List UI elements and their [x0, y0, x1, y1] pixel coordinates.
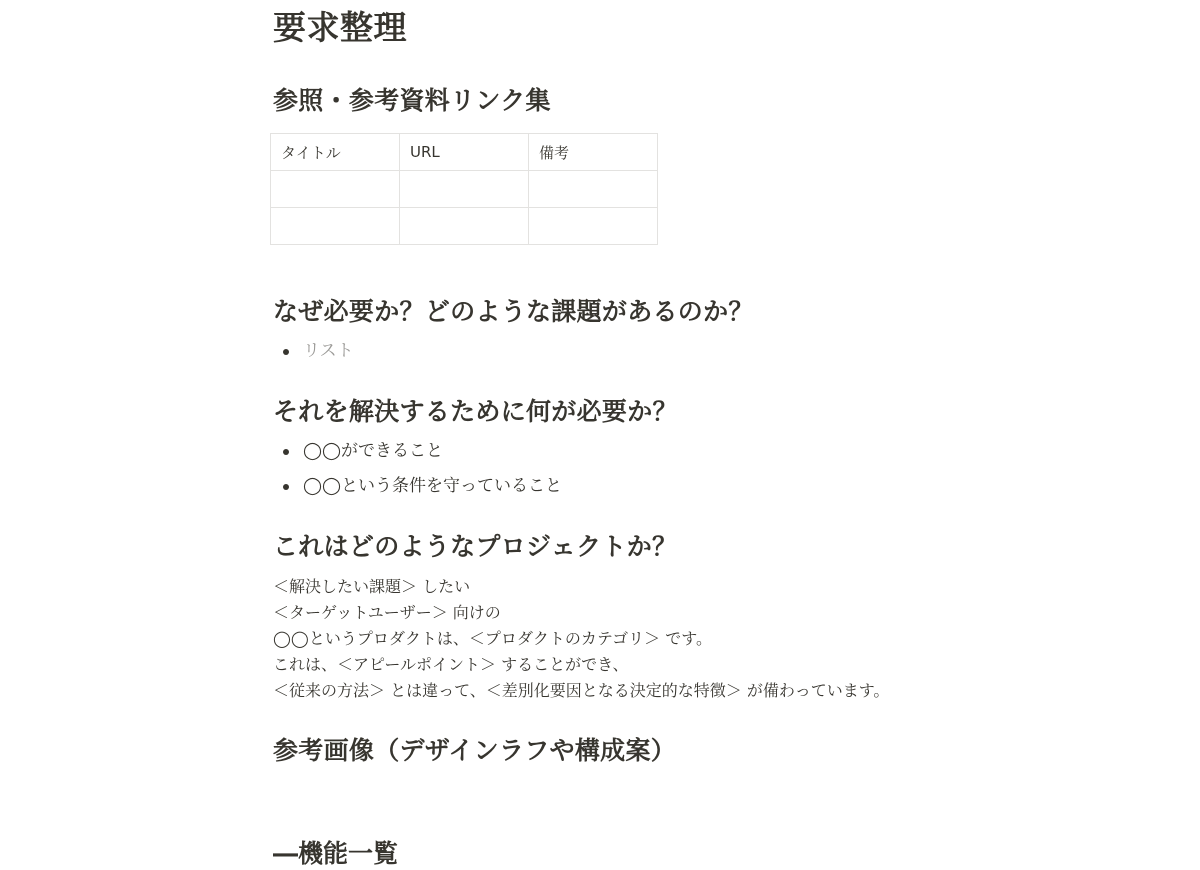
table-cell[interactable]	[271, 208, 400, 245]
list-item-text: ◯◯ができること	[303, 441, 444, 461]
table-cell[interactable]	[400, 208, 529, 245]
what-heading[interactable]: それを解決するために何が必要か？	[273, 397, 678, 426]
table-cell[interactable]	[529, 208, 658, 245]
project-heading[interactable]: これはどのようなプロジェクトか？	[273, 532, 678, 561]
next-heading-partial[interactable]: ―機能一覧	[273, 839, 399, 868]
list-placeholder: リスト	[303, 341, 354, 361]
images-heading[interactable]: 参考画像（デザインラフや構成案）	[273, 736, 677, 765]
links-heading[interactable]: 参照・参考資料リンク集	[273, 86, 551, 115]
description-line: ＜ターゲットユーザー＞ 向けの	[273, 603, 501, 622]
table-row	[271, 171, 658, 208]
table-header-cell-note[interactable]: 備考	[529, 134, 658, 171]
list-item-text: ◯◯という条件を守っていること	[303, 476, 563, 496]
bullet-icon	[283, 449, 289, 455]
description-line: ◯◯というプロダクトは、＜プロダクトのカテゴリ＞ です。	[273, 629, 712, 648]
table-header-cell-title[interactable]: タイトル	[271, 134, 400, 171]
description-line: ＜解決したい課題＞ したい	[273, 577, 471, 596]
why-heading[interactable]: なぜ必要か？どのような課題があるのか？	[273, 297, 754, 326]
table-cell[interactable]	[400, 171, 529, 208]
table-header-row	[271, 134, 658, 171]
table-header-cell-url[interactable]: URL	[400, 134, 529, 171]
page-title[interactable]: 要求整理	[273, 8, 407, 47]
description-line: ＜従来の方法＞ とは違って、＜差別化要因となる決定的な特徴＞ が備わっています。	[273, 681, 890, 700]
table-cell[interactable]	[271, 171, 400, 208]
bullet-icon	[283, 349, 289, 355]
project-description[interactable]	[273, 574, 889, 704]
table-row	[271, 208, 658, 245]
description-line: これは、＜アピールポイント＞ することができ、	[273, 655, 629, 674]
bullet-icon	[283, 484, 289, 490]
links-table	[270, 133, 658, 245]
table-cell[interactable]	[529, 171, 658, 208]
